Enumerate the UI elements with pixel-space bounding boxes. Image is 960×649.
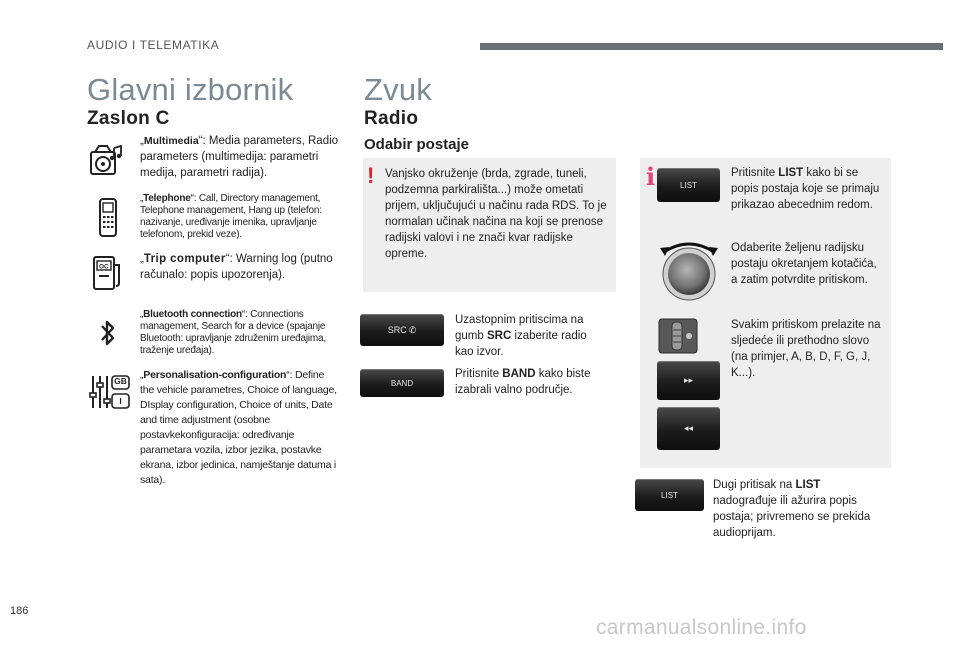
letter-wheel-control[interactable] (658, 318, 698, 354)
i-units-label: I (119, 396, 122, 406)
multimedia-icon (88, 142, 124, 180)
watermark: carmanualsonline.info (596, 616, 807, 639)
band-instruction: Pritisnite BAND kako biste izabrali valno područje. (455, 368, 591, 396)
list-button[interactable]: LIST (657, 168, 720, 202)
menu-item-personalisation: „Personalisation-configuration“: Define the vehicle parametres, Choice of language, DIsplay configuration, Choice of units, Date and time adjustment (osobne postavkekonfiguracija: određivanje parametara vozila, izbor jezika, postavke ekrana, izbor jedinica, namještanje datuma i sata). (140, 369, 337, 486)
subtitle-left: Zaslon C (87, 108, 170, 129)
menu-item-bluetooth: „Bluetooth connection“: Connections management, Search for a device (spajanje Bluetooth: upravljanje združenim uređajima, traženje uređaja). (140, 309, 326, 356)
previous-button[interactable]: ◂◂ (657, 407, 720, 450)
knob-instruction: Odaberite željenu radijsku postaju okretanjem kotačića, a zatim potvrdite pritiskom. (731, 242, 877, 286)
band-button[interactable]: BAND (360, 369, 444, 397)
telephone-icon (98, 198, 118, 238)
page-number: 186 (10, 605, 29, 617)
page-title-right: Zvuk (364, 72, 432, 107)
menu-item-telephone: „Telephone“: Call, Directory management, Telephone management, Hang up (telefon: nazivanje, uređivanje imenika, upravljanje telefonom, prekid veze). (140, 193, 322, 240)
long-press-instruction: Dugi pritisak na LIST nadograđuje ili ažurira popis postaja; privremeno se prekida audioprijam. (713, 479, 871, 539)
next-button[interactable]: ▸▸ (657, 361, 720, 400)
info-mark-icon: i (646, 162, 656, 191)
gb-language-label: GB (114, 376, 127, 386)
subtitle-right: Radio (364, 108, 419, 129)
header-bar (480, 43, 943, 50)
phone-icon: ✆ (408, 324, 417, 335)
src-instruction: Uzastopnim pritiscima na gumb SRC izaberite radio kao izvor. (455, 314, 587, 358)
menu-item-multimedia: „Multimedia“: Media parameters, Radio parameters (multimedija: parametri medija, parametri radija). (140, 135, 339, 179)
section-header: AUDIO I TELEMATIKA (87, 38, 220, 52)
letter-instruction: Svakim pritiskom prelazite na sljedeće ili prethodno slovo (na primjer, A, B, D, F, G, J, K...). (731, 319, 881, 379)
bluetooth-icon (98, 318, 118, 348)
warning-text: Vanjsko okruženje (brda, zgrade, tuneli, podzemna parkirališta...) može ometati prijem, uključujući u načinu rada RDS. To je normalan učinak načina na koji se prenose radijski valovi i ne znači kvar radijske opreme. (385, 168, 607, 260)
section-title-station: Odabir postaje (364, 136, 470, 153)
svg-text:OC: OC (99, 263, 109, 271)
menu-item-trip-computer: „Trip computer“: Warning log (putno računalo: popis upozorenja). (140, 253, 333, 281)
list-instruction: Pritisnite LIST kako bi se popis postaja koje se primaju prikazao abecednim redom. (731, 167, 880, 211)
rotary-knob[interactable] (656, 238, 722, 304)
page-title-left: Glavni izbornik (87, 72, 294, 107)
warning-mark-icon: ! (367, 163, 375, 188)
trip-computer-icon (91, 255, 123, 291)
src-button[interactable]: SRC ✆ (360, 314, 444, 346)
list-long-press-button[interactable]: LIST (635, 479, 704, 511)
